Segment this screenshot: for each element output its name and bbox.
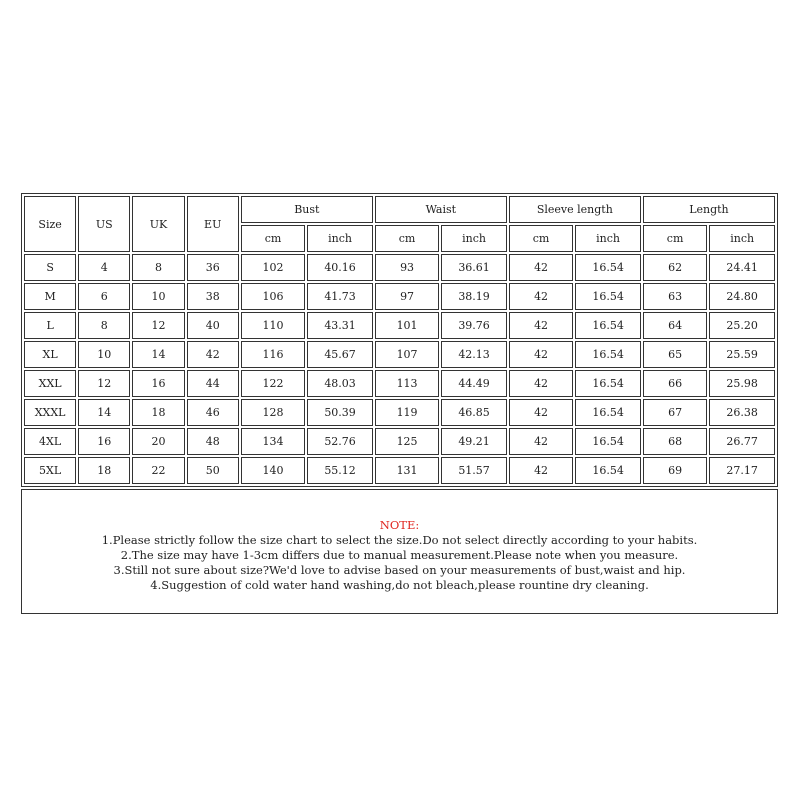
- table-cell: 46.85: [441, 399, 507, 426]
- table-cell: 16: [132, 370, 184, 397]
- table-cell: 42: [509, 457, 573, 484]
- table-cell: S: [24, 254, 76, 281]
- table-cell: 5XL: [24, 457, 76, 484]
- table-cell: 64: [643, 312, 707, 339]
- table-cell: 93: [375, 254, 439, 281]
- table-cell: 101: [375, 312, 439, 339]
- table-cell: 67: [643, 399, 707, 426]
- table-cell: 52.76: [307, 428, 373, 455]
- table-cell: 42: [509, 312, 573, 339]
- table-cell: 12: [78, 370, 130, 397]
- table-cell: 65: [643, 341, 707, 368]
- header-size: Size: [24, 196, 76, 252]
- table-cell: 44.49: [441, 370, 507, 397]
- table-cell: 22: [132, 457, 184, 484]
- table-cell: 51.57: [441, 457, 507, 484]
- table-cell: 50: [187, 457, 239, 484]
- table-cell: 63: [643, 283, 707, 310]
- table-cell: 42: [187, 341, 239, 368]
- table-cell: 16.54: [575, 254, 641, 281]
- table-cell: 49.21: [441, 428, 507, 455]
- size-table: [21, 193, 778, 487]
- header-uk: UK: [132, 196, 184, 252]
- table-row: [24, 312, 775, 339]
- unit-cell: cm: [509, 225, 573, 252]
- header-length: Length: [643, 196, 775, 223]
- table-cell: 25.98: [709, 370, 775, 397]
- header-us: US: [78, 196, 130, 252]
- table-cell: 42: [509, 399, 573, 426]
- table-cell: 16.54: [575, 341, 641, 368]
- note-line: 1.Please strictly follow the size chart to select the size.Do not select directly according to your habits.: [101, 533, 698, 547]
- table-cell: 48: [187, 428, 239, 455]
- header-eu: EU: [187, 196, 239, 252]
- table-cell: 4XL: [24, 428, 76, 455]
- table-cell: 55.12: [307, 457, 373, 484]
- table-cell: 8: [78, 312, 130, 339]
- table-cell: 12: [132, 312, 184, 339]
- table-cell: 38: [187, 283, 239, 310]
- unit-cell: inch: [441, 225, 507, 252]
- table-cell: 10: [78, 341, 130, 368]
- header-waist: Waist: [375, 196, 507, 223]
- table-cell: 40: [187, 312, 239, 339]
- table-cell: 24.41: [709, 254, 775, 281]
- table-cell: 41.73: [307, 283, 373, 310]
- table-cell: 42: [509, 370, 573, 397]
- table-cell: 110: [241, 312, 305, 339]
- table-cell: 20: [132, 428, 184, 455]
- table-row: [24, 428, 775, 455]
- table-cell: 25.20: [709, 312, 775, 339]
- table-cell: 69: [643, 457, 707, 484]
- note-line: 2.The size may have 1-3cm differs due to manual measurement.Please note when you measure.: [120, 548, 679, 562]
- table-cell: 8: [132, 254, 184, 281]
- size-chart: [21, 193, 778, 614]
- table-cell: 45.67: [307, 341, 373, 368]
- table-cell: 38.19: [441, 283, 507, 310]
- table-cell: 43.31: [307, 312, 373, 339]
- note-line: 3.Still not sure about size?We'd love to advise based on your measurements of bust,waist and hip.: [113, 563, 686, 577]
- note-box: [21, 489, 778, 614]
- unit-cell: cm: [375, 225, 439, 252]
- table-cell: 102: [241, 254, 305, 281]
- header-sleeve-length: Sleeve length: [509, 196, 641, 223]
- table-cell: 18: [132, 399, 184, 426]
- table-cell: 39.76: [441, 312, 507, 339]
- table-cell: 36.61: [441, 254, 507, 281]
- table-cell: 24.80: [709, 283, 775, 310]
- table-cell: 14: [132, 341, 184, 368]
- table-cell: 16.54: [575, 457, 641, 484]
- table-cell: 128: [241, 399, 305, 426]
- table-cell: 14: [78, 399, 130, 426]
- table-cell: 27.17: [709, 457, 775, 484]
- table-cell: 122: [241, 370, 305, 397]
- table-cell: 42: [509, 254, 573, 281]
- unit-cell: cm: [241, 225, 305, 252]
- table-cell: 36: [187, 254, 239, 281]
- table-cell: XXXL: [24, 399, 76, 426]
- table-cell: 16.54: [575, 312, 641, 339]
- table-cell: 48.03: [307, 370, 373, 397]
- table-header-row: [24, 196, 775, 223]
- table-cell: 40.16: [307, 254, 373, 281]
- table-cell: 16.54: [575, 283, 641, 310]
- table-row: [24, 254, 775, 281]
- table-cell: 18: [78, 457, 130, 484]
- unit-cell: inch: [709, 225, 775, 252]
- table-cell: 16.54: [575, 399, 641, 426]
- table-cell: 68: [643, 428, 707, 455]
- table-cell: 42: [509, 341, 573, 368]
- table-body: [24, 254, 775, 484]
- table-row: [24, 370, 775, 397]
- table-cell: 113: [375, 370, 439, 397]
- table-cell: 50.39: [307, 399, 373, 426]
- table-cell: 131: [375, 457, 439, 484]
- table-cell: 42: [509, 283, 573, 310]
- table-cell: 42.13: [441, 341, 507, 368]
- table-cell: 62: [643, 254, 707, 281]
- unit-cell: inch: [307, 225, 373, 252]
- table-cell: XL: [24, 341, 76, 368]
- table-cell: 116: [241, 341, 305, 368]
- table-cell: 6: [78, 283, 130, 310]
- table-cell: 10: [132, 283, 184, 310]
- table-cell: 16: [78, 428, 130, 455]
- table-row: [24, 399, 775, 426]
- table-cell: 16.54: [575, 428, 641, 455]
- table-cell: 119: [375, 399, 439, 426]
- table-cell: XXL: [24, 370, 76, 397]
- table-cell: 25.59: [709, 341, 775, 368]
- table-cell: 26.77: [709, 428, 775, 455]
- note-line: 4.Suggestion of cold water hand washing,do not bleach,please rountine dry cleaning.: [150, 578, 649, 592]
- table-cell: 97: [375, 283, 439, 310]
- table-cell: 107: [375, 341, 439, 368]
- table-cell: 140: [241, 457, 305, 484]
- table-cell: 16.54: [575, 370, 641, 397]
- table-cell: 26.38: [709, 399, 775, 426]
- table-cell: L: [24, 312, 76, 339]
- table-row: [24, 457, 775, 484]
- table-cell: 125: [375, 428, 439, 455]
- unit-cell: inch: [575, 225, 641, 252]
- header-bust: Bust: [241, 196, 373, 223]
- table-cell: M: [24, 283, 76, 310]
- unit-cell: cm: [643, 225, 707, 252]
- table-cell: 44: [187, 370, 239, 397]
- note-title: NOTE:: [379, 518, 420, 532]
- table-row: [24, 283, 775, 310]
- table-cell: 106: [241, 283, 305, 310]
- table-cell: 134: [241, 428, 305, 455]
- table-row: [24, 341, 775, 368]
- table-cell: 66: [643, 370, 707, 397]
- table-cell: 42: [509, 428, 573, 455]
- table-cell: 4: [78, 254, 130, 281]
- table-cell: 46: [187, 399, 239, 426]
